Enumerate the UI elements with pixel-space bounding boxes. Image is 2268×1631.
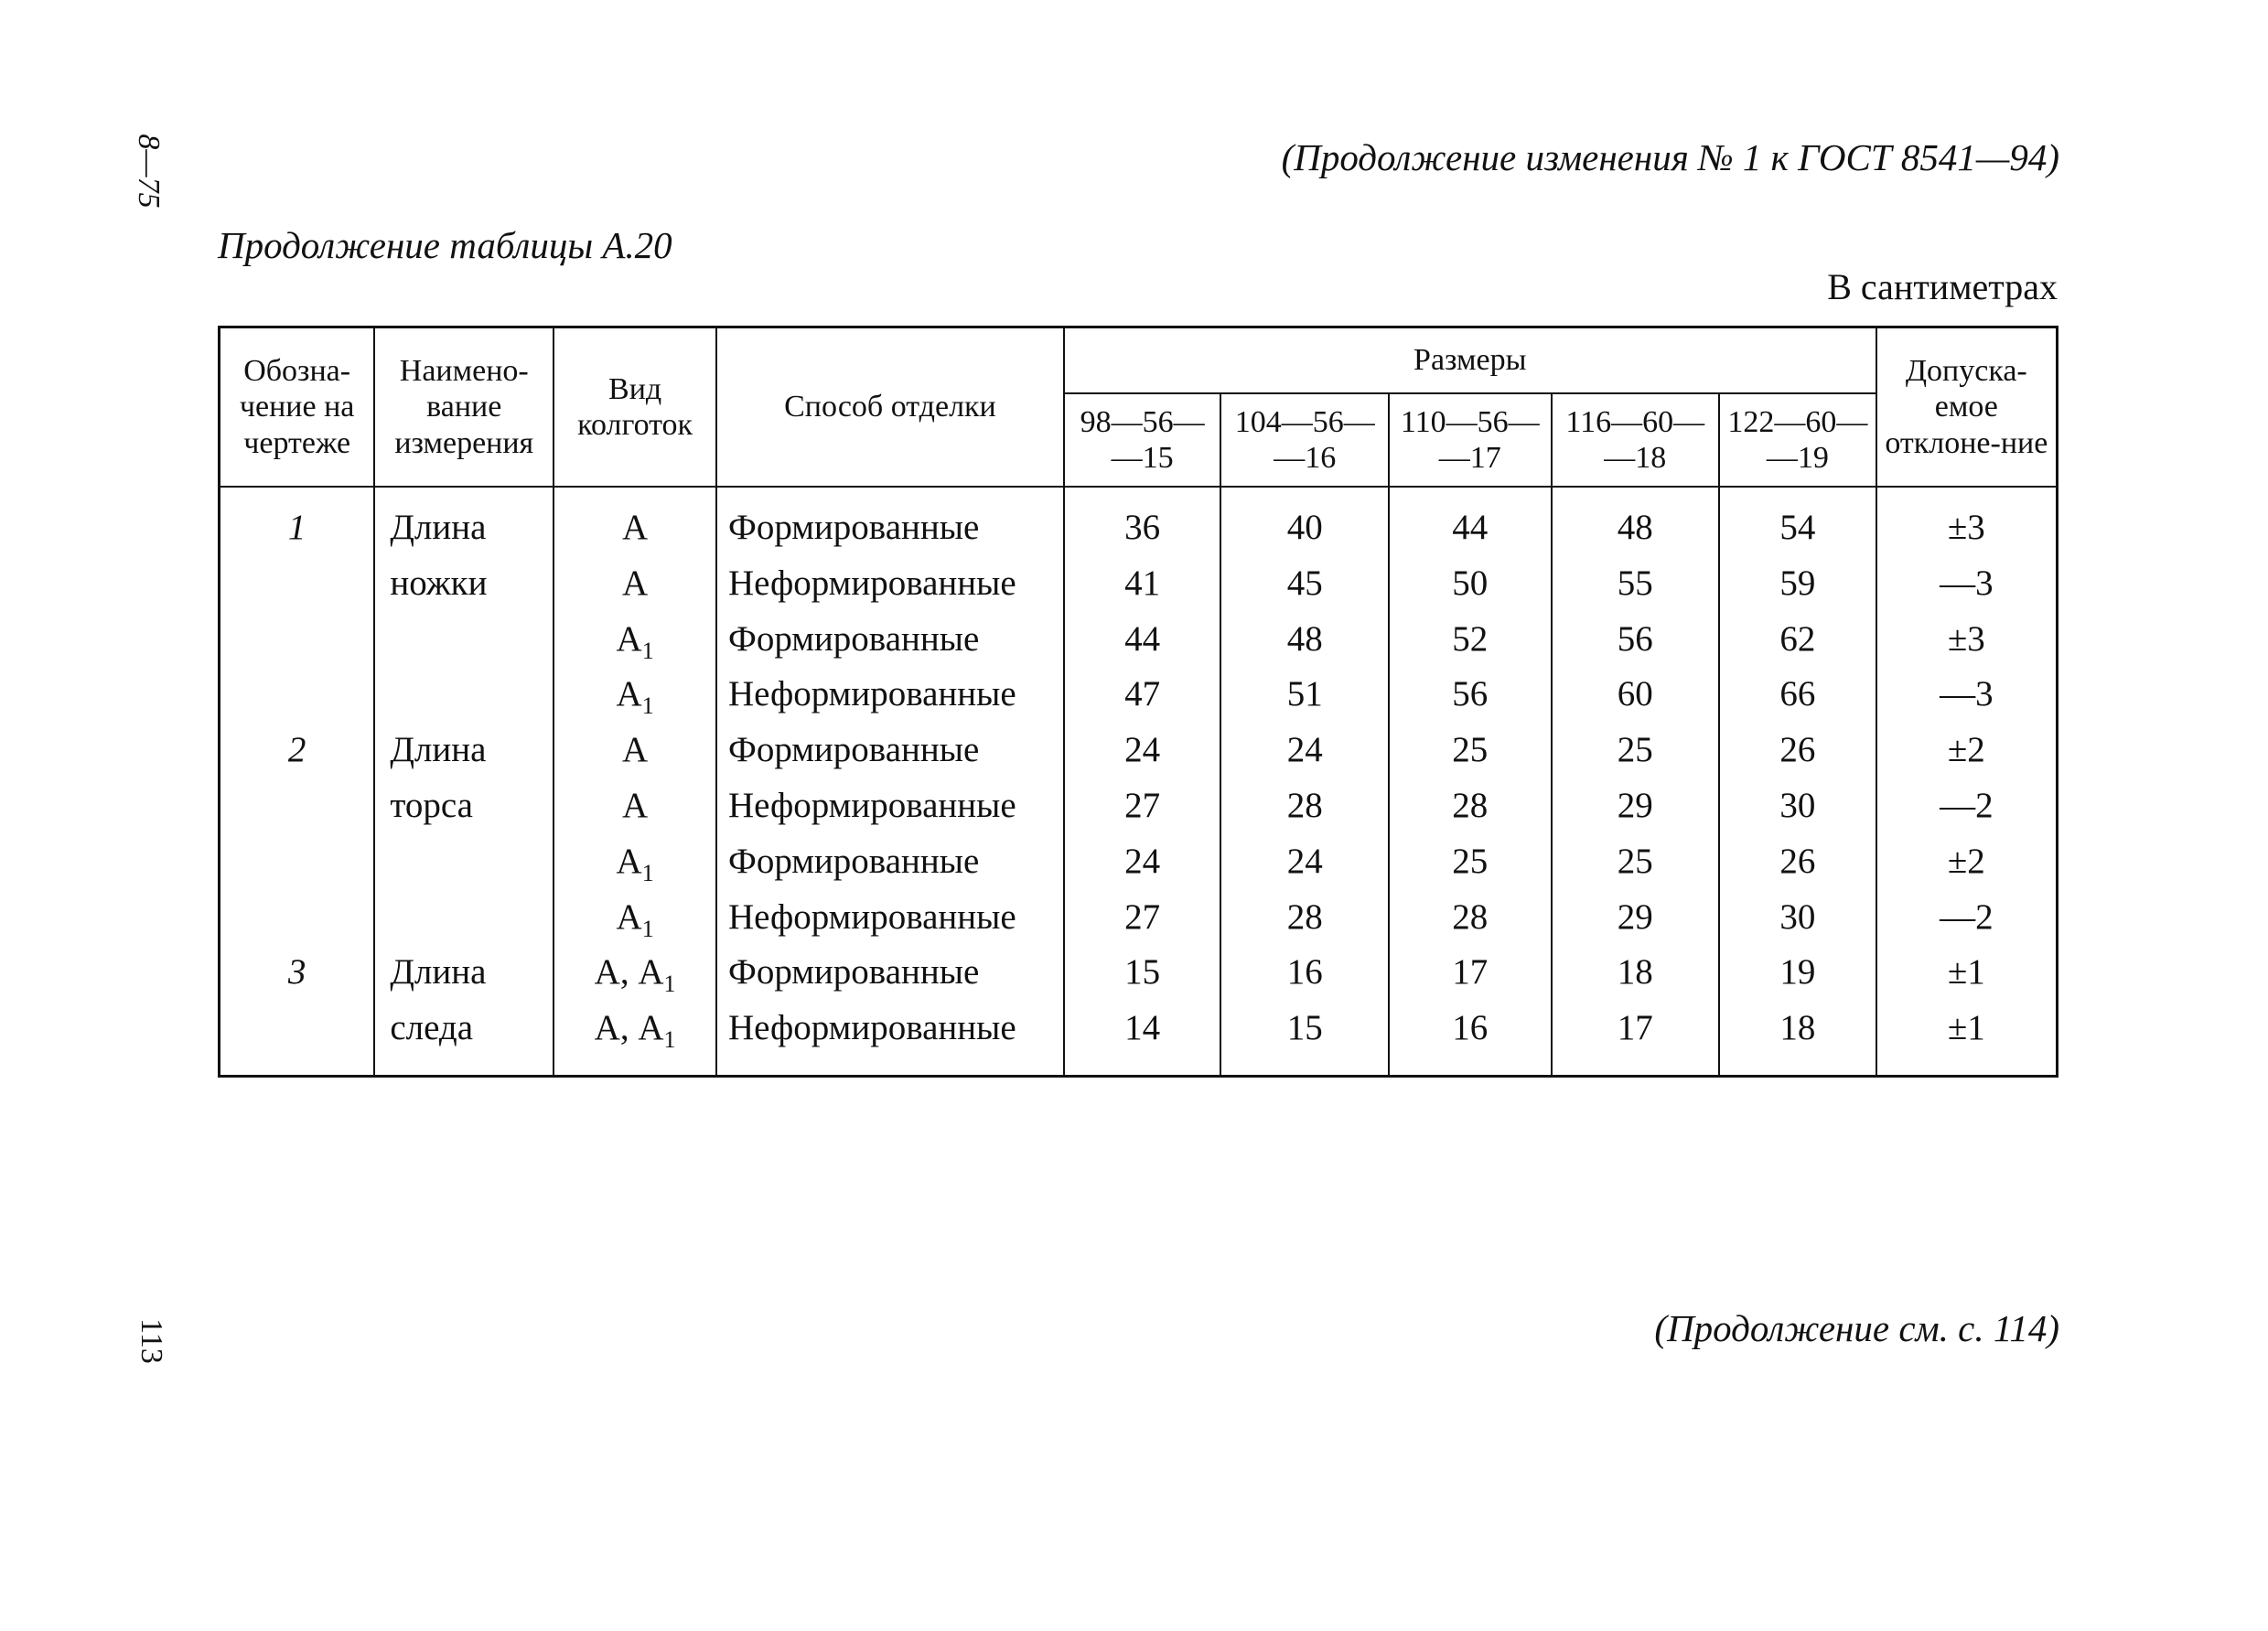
finish-method-cell: Неформированные xyxy=(716,784,1064,840)
tolerance-cell: ±3 xyxy=(1876,487,2058,562)
tights-type-cell xyxy=(554,784,716,840)
size-value-cell: 30 xyxy=(1719,896,1876,951)
tights-type-label: А xyxy=(616,896,642,937)
measurement-name-cell xyxy=(374,840,554,896)
tights-type-label: А xyxy=(622,730,649,770)
size-value-cell: 66 xyxy=(1719,672,1876,728)
measurement-name-cell xyxy=(374,672,554,728)
tights-type-label: А xyxy=(622,508,649,547)
size-value-cell: 28 xyxy=(1220,896,1389,951)
size-value-cell: 18 xyxy=(1552,950,1720,1006)
size-value-cell: 36 xyxy=(1064,487,1221,562)
size-value-cell: 47 xyxy=(1064,672,1221,728)
header-measurement-name: Наимено-вание измерения xyxy=(374,327,554,488)
finish-method-cell: Формированные xyxy=(716,487,1064,562)
tolerance-cell: ±1 xyxy=(1876,1006,2058,1076)
tights-type-subscript: 1 xyxy=(663,1025,676,1053)
size-value-cell: 14 xyxy=(1064,1006,1221,1076)
size-value-cell: 25 xyxy=(1389,840,1552,896)
designation-cell xyxy=(220,784,375,840)
size-value-cell: 17 xyxy=(1552,1006,1720,1076)
designation-cell: 2 xyxy=(220,728,375,784)
table-row xyxy=(220,617,2058,673)
tights-type-label: А xyxy=(616,674,642,714)
size-value-cell: 26 xyxy=(1719,840,1876,896)
table-row xyxy=(220,784,2058,840)
size-value-cell: 48 xyxy=(1552,487,1720,562)
tights-type-label: А xyxy=(622,563,649,603)
finish-method-cell: Неформированные xyxy=(716,896,1064,951)
tights-type-subscript: 1 xyxy=(641,859,654,886)
tights-type-cell xyxy=(554,1006,716,1076)
size-value-cell: 56 xyxy=(1389,672,1552,728)
size-value-cell: 50 xyxy=(1389,562,1552,617)
measurement-name-cell: следа xyxy=(374,1006,554,1076)
size-value-cell: 27 xyxy=(1064,896,1221,951)
size-value-cell: 60 xyxy=(1552,672,1720,728)
header-size-2: 104—56— —16 xyxy=(1220,393,1389,487)
tolerance-cell: ±2 xyxy=(1876,840,2058,896)
size-value-cell: 56 xyxy=(1552,617,1720,673)
designation-cell xyxy=(220,672,375,728)
designation-cell xyxy=(220,1006,375,1076)
table-row xyxy=(220,487,2058,562)
tights-type-cell xyxy=(554,896,716,951)
tights-type-cell xyxy=(554,950,716,1006)
size-value-cell: 29 xyxy=(1552,784,1720,840)
tights-type-subscript: 1 xyxy=(641,915,654,942)
size-value-cell: 25 xyxy=(1389,728,1552,784)
finish-method-cell: Формированные xyxy=(716,950,1064,1006)
size-value-cell: 30 xyxy=(1719,784,1876,840)
designation-cell xyxy=(220,840,375,896)
header-size-5: 122—60— —19 xyxy=(1719,393,1876,487)
footer-note: (Продолжение см. с. 114) xyxy=(1654,1307,2059,1349)
side-code: 8—75 xyxy=(132,134,166,209)
header-tights-type: Вид колготок xyxy=(554,327,716,488)
header-size-4: 116—60— —18 xyxy=(1552,393,1720,487)
size-value-cell: 48 xyxy=(1220,617,1389,673)
size-value-cell: 15 xyxy=(1220,1006,1389,1076)
measurement-name-cell xyxy=(374,617,554,673)
header-size-1: 98—56— —15 xyxy=(1064,393,1221,487)
finish-method-cell: Формированные xyxy=(716,617,1064,673)
size-value-cell: 24 xyxy=(1064,728,1221,784)
size-value-cell: 41 xyxy=(1064,562,1221,617)
tights-type-label: А xyxy=(622,785,649,825)
tolerance-cell: —3 xyxy=(1876,562,2058,617)
table-row xyxy=(220,840,2058,896)
table-row xyxy=(220,672,2058,728)
designation-cell xyxy=(220,896,375,951)
header-tolerance: Допуска-емое отклоне-ние xyxy=(1876,327,2058,488)
size-value-cell: 25 xyxy=(1552,728,1720,784)
header-sizes: Размеры xyxy=(1064,327,1876,394)
size-value-cell: 19 xyxy=(1719,950,1876,1006)
tights-type-label: А xyxy=(616,618,642,659)
finish-method-cell: Формированные xyxy=(716,840,1064,896)
tights-type-label: А, А xyxy=(594,952,664,993)
tolerance-cell: —2 xyxy=(1876,896,2058,951)
measurement-name-cell: Длина xyxy=(374,950,554,1006)
size-value-cell: 26 xyxy=(1719,728,1876,784)
tolerance-cell: ±1 xyxy=(1876,950,2058,1006)
tights-type-cell xyxy=(554,672,716,728)
table-row xyxy=(220,896,2058,951)
table-row xyxy=(220,728,2058,784)
designation-cell: 1 xyxy=(220,487,375,562)
measurement-name-cell: Длина xyxy=(374,487,554,562)
size-value-cell: 15 xyxy=(1064,950,1221,1006)
size-value-cell: 59 xyxy=(1719,562,1876,617)
side-page-number: 113 xyxy=(134,1318,168,1364)
table-row xyxy=(220,1006,2058,1076)
size-value-cell: 24 xyxy=(1220,840,1389,896)
finish-method-cell: Формированные xyxy=(716,728,1064,784)
size-value-cell: 54 xyxy=(1719,487,1876,562)
size-value-cell: 44 xyxy=(1389,487,1552,562)
size-value-cell: 29 xyxy=(1552,896,1720,951)
units-note: В сантиметрах xyxy=(1827,266,2058,307)
finish-method-cell: Неформированные xyxy=(716,562,1064,617)
tights-type-cell xyxy=(554,562,716,617)
tights-type-label: А, А xyxy=(594,1008,664,1048)
size-value-cell: 17 xyxy=(1389,950,1552,1006)
tights-type-cell xyxy=(554,840,716,896)
tolerance-cell: —3 xyxy=(1876,672,2058,728)
table-row xyxy=(220,950,2058,1006)
size-table xyxy=(218,326,2058,1078)
size-value-cell: 28 xyxy=(1389,896,1552,951)
measurement-name-cell: торса xyxy=(374,784,554,840)
size-value-cell: 52 xyxy=(1389,617,1552,673)
tights-type-cell xyxy=(554,728,716,784)
measurement-name-cell: ножки xyxy=(374,562,554,617)
tights-type-cell xyxy=(554,487,716,562)
size-value-cell: 16 xyxy=(1220,950,1389,1006)
size-value-cell: 18 xyxy=(1719,1006,1876,1076)
header-finish-method: Способ отделки xyxy=(716,327,1064,488)
header-size-3: 110—56— —17 xyxy=(1389,393,1552,487)
header-note: (Продолжение изменения № 1 к ГОСТ 8541—94) xyxy=(1281,136,2059,178)
finish-method-cell: Неформированные xyxy=(716,1006,1064,1076)
size-value-cell: 24 xyxy=(1220,728,1389,784)
size-value-cell: 44 xyxy=(1064,617,1221,673)
size-value-cell: 40 xyxy=(1220,487,1389,562)
designation-cell xyxy=(220,617,375,673)
size-value-cell: 24 xyxy=(1064,840,1221,896)
size-value-cell: 16 xyxy=(1389,1006,1552,1076)
header-designation: Обозна-чение на чертеже xyxy=(220,327,375,488)
finish-method-cell: Неформированные xyxy=(716,672,1064,728)
tolerance-cell: ±2 xyxy=(1876,728,2058,784)
tights-type-label: А xyxy=(616,841,642,881)
tights-type-subscript: 1 xyxy=(641,692,654,720)
size-value-cell: 55 xyxy=(1552,562,1720,617)
size-value-cell: 51 xyxy=(1220,672,1389,728)
size-value-cell: 25 xyxy=(1552,840,1720,896)
designation-cell xyxy=(220,562,375,617)
tights-type-subscript: 1 xyxy=(663,971,676,998)
table-row xyxy=(220,562,2058,617)
measurement-name-cell xyxy=(374,896,554,951)
size-value-cell: 62 xyxy=(1719,617,1876,673)
size-value-cell: 27 xyxy=(1064,784,1221,840)
tolerance-cell: ±3 xyxy=(1876,617,2058,673)
size-value-cell: 45 xyxy=(1220,562,1389,617)
tights-type-subscript: 1 xyxy=(641,637,654,664)
tolerance-cell: —2 xyxy=(1876,784,2058,840)
tights-type-cell xyxy=(554,617,716,673)
designation-cell: 3 xyxy=(220,950,375,1006)
table-caption: Продолжение таблицы А.20 xyxy=(218,224,672,266)
size-value-cell: 28 xyxy=(1220,784,1389,840)
size-value-cell: 28 xyxy=(1389,784,1552,840)
measurement-name-cell: Длина xyxy=(374,728,554,784)
